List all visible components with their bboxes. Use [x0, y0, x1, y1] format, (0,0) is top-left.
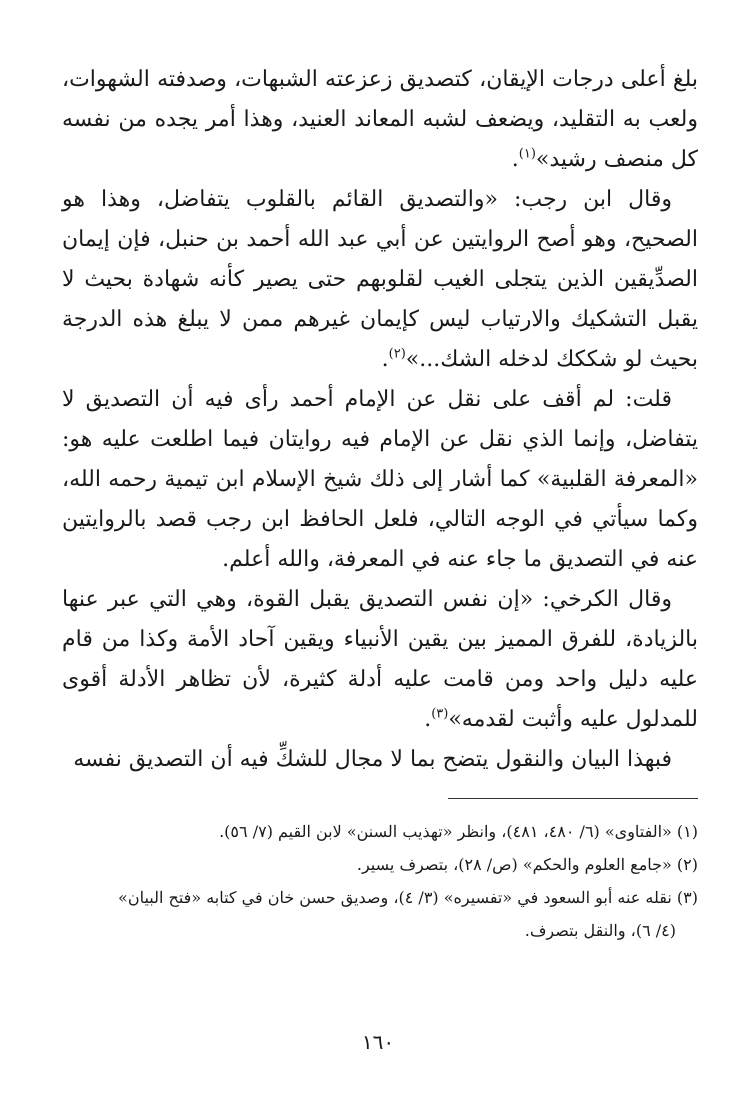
page-number: ١٦٠ — [361, 1030, 395, 1054]
paragraph-4 — [62, 580, 698, 740]
paragraph-1 — [62, 60, 698, 180]
paragraph-5 — [62, 740, 698, 780]
paragraph-2 — [62, 180, 698, 380]
paragraph-3 — [62, 380, 698, 580]
paragraph-1-tail: . — [511, 147, 519, 172]
footnote-1: (١) «الفتاوى» (٦/ ٤٨٠، ٤٨١)، وانظر «تهذيب السنن» لابن القيم (٧/ ٥٦). — [219, 822, 698, 841]
footnote-divider — [448, 798, 698, 799]
footnotes — [62, 815, 698, 947]
body-text — [62, 60, 698, 780]
footnote-ref-2: (٢) — [388, 346, 406, 362]
footnote-3: (٣) نقله عنه أبو السعود في «تفسيره» (٣/ ٤)، وصديق حسن خان في كتابه «فتح البيان» — [118, 888, 698, 907]
footnote-ref-3: (٣) — [431, 706, 449, 722]
paragraph-1-text: بلغ أعلى درجات الإيقان، كتصديق زعزعته الشبهات، وصدفته الشهوات، ولعب به التقليد، ويضعف لشبه المعاند العنيد، وهذا أمر يجده من نفسه كل منصف رشيد» — [62, 67, 698, 172]
page-content — [62, 60, 698, 947]
paragraph-4-text: وقال الكرخي: «إن نفس التصديق يقبل القوة، وهي التي عبر عنها بالزيادة، للفرق المميز بين يقين الأنبياء ويقين آحاد الأمة وكذا من قام عليه دليل واحد ومن قامت عليه أدلة كثيرة، لأن تظاهر الأدلة أقوى للمدلول عليه وأثبت لقدمه» — [62, 587, 698, 732]
paragraph-5-text: فبهذا البيان والنقول يتضح بما لا مجال للشكِّ فيه أن التصديق نفسه — [73, 747, 672, 772]
footnote-2: (٢) «جامع العلوم والحكم» (ص/ ٢٨)، بتصرف يسير. — [356, 855, 698, 874]
paragraph-3-text: قلت: لم أقف على نقل عن الإمام أحمد رأى فيه أن التصديق لا يتفاضل، وإنما الذي نقل عن الإمام فيه روايتان فيما اطلعت عليه هو: «المعرفة القلبية» كما أشار إلى ذلك شيخ الإسلام ابن تيمية رحمه الله، وكما سيأتي في الوجه التالي، فلعل الحافظ ابن رجب قصد بالروايتين عنه في التصديق ما جاء عنه في المعرفة، والله أعلم. — [62, 387, 698, 572]
paragraph-2-tail: . — [381, 347, 389, 372]
footnote-ref-1: (١) — [518, 146, 536, 162]
footnote-3-continuation: (٤/ ٦)، والنقل بتصرف. — [524, 921, 676, 940]
paragraph-4-tail: . — [424, 707, 432, 732]
paragraph-2-text: وقال ابن رجب: «والتصديق القائم بالقلوب يتفاضل، وهذا هو الصحيح، وهو أصح الروايتين عن أبي عبد الله أحمد بن حنبل، فإن إيمان الصدِّيقين الذين يتجلى الغيب لقلوبهم حتى يصير كأنه شهادة بحيث لا يقبل التشكيك والارتياب ليس كإيمان غيرهم ممن لا يبلغ هذه الدرجة بحيث لو شككك لدخله الشك...» — [62, 187, 698, 372]
